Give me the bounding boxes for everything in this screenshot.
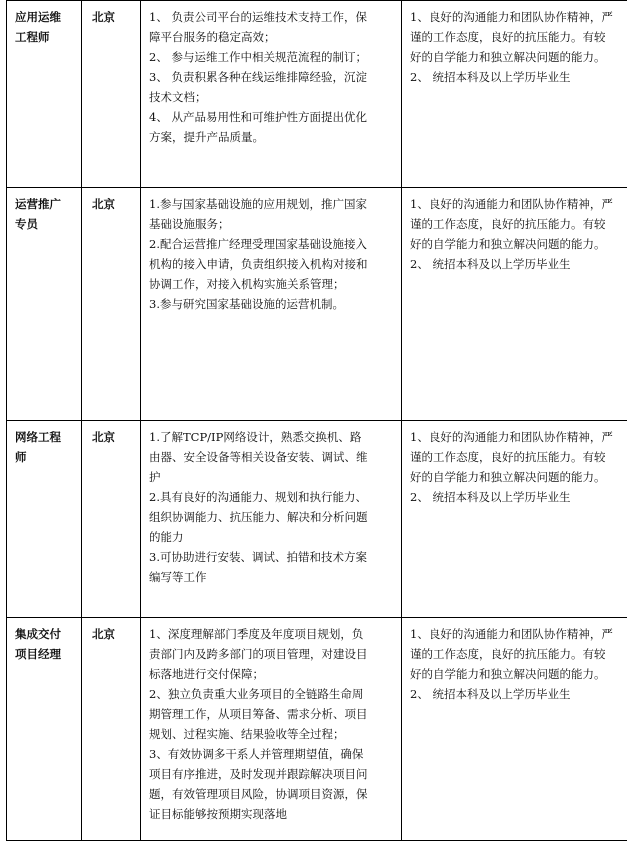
duty-line: 2、 参与运维工作中相关规范流程的制订；	[149, 47, 395, 67]
duty-line: 1、深度理解部门季度及年度项目规划，负	[149, 624, 395, 644]
duty-line: 基础设施服务；	[149, 214, 395, 234]
duties-cell	[141, 618, 402, 841]
requirement-line: 谨的工作态度，良好的抗压能力。有较	[410, 27, 627, 47]
table-row	[7, 618, 627, 841]
table-row	[7, 421, 627, 618]
requirement-line: 好的自学能力和独立解决问题的能力。	[410, 467, 627, 487]
duty-line: 4、 从产品易用性和可维护性方面提出优化	[149, 107, 395, 127]
duty-line: 协调工作，对接入机构实施关系管理；	[149, 274, 395, 294]
table-row	[7, 188, 627, 421]
duty-line: 1.了解TCP/IP网络设计，熟悉交换机、路	[149, 427, 395, 447]
duty-line: 障平台服务的稳定高效；	[149, 27, 395, 47]
requirements-cell	[402, 421, 627, 618]
duty-line: 2.配合运营推广经理受理国家基础设施接入	[149, 234, 395, 254]
duty-line: 方案，提升产品质量。	[149, 127, 395, 147]
duty-line: 标落地进行交付保障；	[149, 664, 395, 684]
duty-line: 3、 负责积累各种在线运维排障经验，沉淀	[149, 67, 395, 87]
job-title-line: 师	[15, 447, 77, 467]
duties-cell	[141, 1, 402, 188]
duty-line: 护	[149, 467, 395, 487]
location-cell: 北京	[82, 421, 141, 618]
job-title-line: 专员	[15, 214, 77, 234]
requirement-line: 1、良好的沟通能力和团队协作精神，严	[410, 624, 627, 644]
requirement-line: 2、 统招本科及以上学历毕业生	[410, 684, 627, 704]
job-title-cell	[7, 618, 82, 841]
duty-line: 责部门内及跨多部门的项目管理，对建设目	[149, 644, 395, 664]
duty-line: 期管理工作，从项目筹备、需求分析、项目	[149, 704, 395, 724]
requirement-line: 2、 统招本科及以上学历毕业生	[410, 254, 627, 274]
location-cell: 北京	[82, 1, 141, 188]
job-title-cell	[7, 188, 82, 421]
duty-line: 1、 负责公司平台的运维技术支持工作，保	[149, 7, 395, 27]
duty-line: 规划、过程实施、结果验收等全过程；	[149, 724, 395, 744]
location-cell: 北京	[82, 188, 141, 421]
requirement-line: 好的自学能力和独立解决问题的能力。	[410, 664, 627, 684]
duty-line: 2.具有良好的沟通能力、规划和执行能力、	[149, 487, 395, 507]
requirement-line: 谨的工作态度，良好的抗压能力。有较	[410, 644, 627, 664]
requirement-line: 谨的工作态度，良好的抗压能力。有较	[410, 214, 627, 234]
job-title-line: 应用运维	[15, 7, 77, 27]
job-title-line: 网络工程	[15, 427, 77, 447]
duty-line: 1.参与国家基础设施的应用规划，推广国家	[149, 194, 395, 214]
duty-line: 题，有效管理项目风险，协调项目资源，保	[149, 784, 395, 804]
duty-line: 由器、安全设备等相关设备安装、调试、维	[149, 447, 395, 467]
duty-line: 3.参与研究国家基础设施的运营机制。	[149, 294, 395, 314]
job-title-line: 项目经理	[15, 644, 77, 664]
job-title-cell	[7, 1, 82, 188]
duty-line: 3.可协助进行安装、调试、拍错和技术方案	[149, 547, 395, 567]
duties-cell	[141, 188, 402, 421]
requirements-cell	[402, 1, 627, 188]
duty-line: 证目标能够按预期实现落地	[149, 804, 395, 824]
requirement-line: 1、良好的沟通能力和团队协作精神，严	[410, 427, 627, 447]
requirement-line: 1、良好的沟通能力和团队协作精神，严	[410, 7, 627, 27]
duty-line: 编写等工作	[149, 567, 395, 587]
requirement-line: 谨的工作态度，良好的抗压能力。有较	[410, 447, 627, 467]
duty-line: 3、有效协调多干系人并管理期望值，确保	[149, 744, 395, 764]
job-title-line: 集成交付	[15, 624, 77, 644]
table-row	[7, 1, 627, 188]
duty-line: 2、独立负责重大业务项目的全链路生命周	[149, 684, 395, 704]
job-title-cell	[7, 421, 82, 618]
duty-line: 组织协调能力、抗压能力、解决和分析问题	[149, 507, 395, 527]
requirement-line: 1、良好的沟通能力和团队协作精神，严	[410, 194, 627, 214]
job-title-line: 运营推广	[15, 194, 77, 214]
requirement-line: 2、 统招本科及以上学历毕业生	[410, 487, 627, 507]
job-table	[6, 0, 627, 841]
requirements-cell	[402, 188, 627, 421]
requirements-cell	[402, 618, 627, 841]
location-cell: 北京	[82, 618, 141, 841]
duty-line: 项目有序推进，及时发现并跟踪解决项目问	[149, 764, 395, 784]
duty-line: 机构的接入申请，负责组织接入机构对接和	[149, 254, 395, 274]
duty-line: 的能力	[149, 527, 395, 547]
requirement-line: 好的自学能力和独立解决问题的能力。	[410, 47, 627, 67]
job-title-line: 工程师	[15, 27, 77, 47]
requirement-line: 好的自学能力和独立解决问题的能力。	[410, 234, 627, 254]
duty-line: 技术文档；	[149, 87, 395, 107]
duties-cell	[141, 421, 402, 618]
requirement-line: 2、 统招本科及以上学历毕业生	[410, 67, 627, 87]
